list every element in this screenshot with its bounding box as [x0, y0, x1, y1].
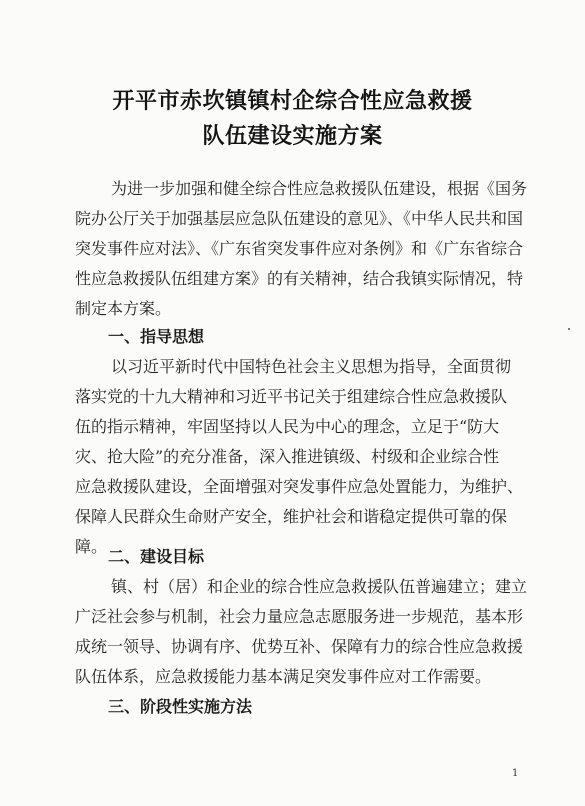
section-line: 伍的指示精神，牢固坚持以人民为中心的理念，立足于“防大 [75, 417, 500, 436]
section-line: 灾、抢大险”的充分准备，深入推进镇级、村级和企业综合性 [75, 447, 500, 466]
intro-line: 院办公厅关于加强基层应急队伍建设的意见》、《中华人民共和国 [75, 209, 524, 228]
document-title-line-2: 队伍建设实施方案 [202, 123, 383, 149]
section-heading: 二、建设目标 [108, 547, 205, 566]
section-line: 障。 [75, 537, 108, 556]
page-number: 1 [512, 768, 519, 779]
section-heading: 一、指导思想 [108, 327, 205, 346]
section-line: 保障人民群众生命财产安全，维护社会和谐稳定提供可靠的保 [75, 507, 508, 526]
section-line: 应急救援队建设，全面增强对突发事件应急处置能力，为维护、 [75, 477, 524, 496]
intro-line: 突发事件应对法》、《广东省突发事件应对条例》和《广东省综合 [75, 239, 524, 258]
scan-speck [568, 328, 570, 330]
section-line: 落实党的十九大精神和习近平书记关于组建综合性应急救援队 [75, 387, 508, 406]
section-line: 以习近平新时代中国特色社会主义思想为指导，全面贯彻 [111, 357, 512, 376]
section-line: 队伍体系，应急救援能力基本满足突发事件应对工作需要。 [75, 667, 492, 686]
document-title-line-1: 开平市赤坎镇镇村企综合性应急救援 [112, 88, 473, 114]
section-line: 镇、村（居）和企业的综合性应急救援队伍普遍建立；建立 [111, 577, 528, 596]
section-line: 成统一领导、协调有序、优势互补、保障有力的综合性应急救援 [75, 637, 524, 656]
intro-line: 制定本方案。 [75, 299, 172, 318]
section-heading: 三、阶段性实施方法 [108, 697, 253, 716]
section-line: 广泛社会参与机制，社会力量应急志愿服务进一步规范，基本形 [75, 607, 524, 626]
intro-line: 为进一步加强和健全综合性应急救援队伍建设，根据《国务 [111, 179, 528, 198]
intro-line: 性应急救援队伍组建方案》的有关精神，结合我镇实际情况，特 [75, 269, 524, 288]
